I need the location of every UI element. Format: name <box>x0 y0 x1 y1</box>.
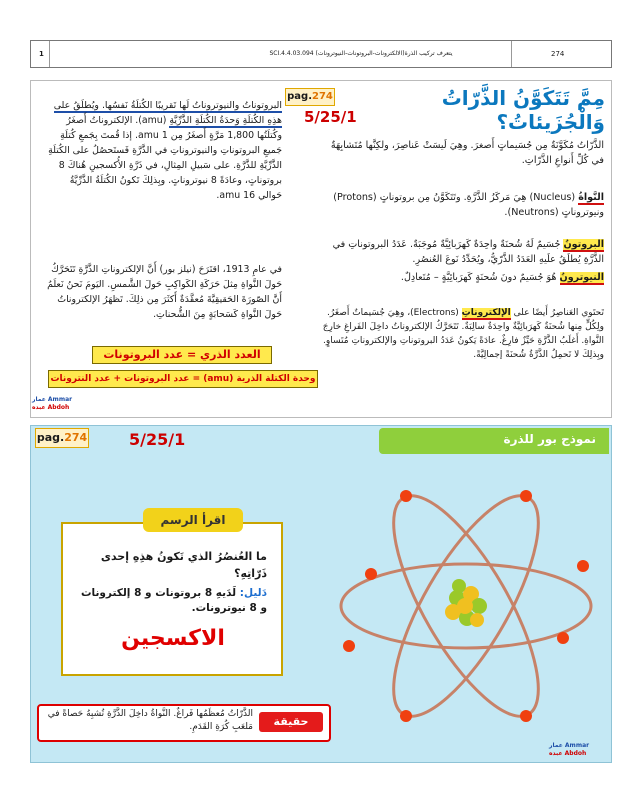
header-strip <box>30 40 612 68</box>
handwritten-date: 5/25/1 <box>304 108 357 126</box>
electron-term: الإلكتروناتِ <box>461 308 511 318</box>
bottom-page <box>30 425 612 763</box>
neutron-paragraph <box>318 270 604 285</box>
electron-text: (Electrons)، وهِيَ جُسَيماتٌ أَصغَرُ. ولِكُلٍّ مِنها شُحنَةٌ كَهرَبائِيَّةٌ واحِدَةٌ سالِبَةٌ. تَتَحَرَّكُ الإلكتروناتُ داخِلَ الفَراغِ خارِجَ النَّواةِ. أَغلَبُ الذَّرَّةِ حَيِّزٌ فارِغٌ. عادَةً يَكونُ عَدَدُ البروتوناتِ والإلكتروناتِ مُتَساوٍ. وبِذلِكَ لا تَحمِلُ الذَّرَّةُ شُحنَةً إجمالِيَّةً. <box>322 308 604 360</box>
electron-paragraph <box>318 306 604 362</box>
nucleus-term: النَّواةُ <box>578 192 604 203</box>
proton-term: البروتونُ <box>563 239 604 250</box>
author-name-1: عمار Ammar <box>32 396 73 403</box>
nucleon <box>452 579 466 593</box>
neutron-text: هُوَ جُسَيمٌ دونَ شُحنَةٍ كَهرَبائِيَّةٍ – مُتَعادِلٌ. <box>400 272 557 283</box>
nucleus-text: (Nucleus) هِيَ مَركَزُ الذَّرَّةِ. وتَتَكَوَّنُ مِن بروتوناتٍ (Protons) ونيوتروناتٍ (Neutrons). <box>333 192 604 219</box>
page-badge-prefix: pag. <box>36 431 65 444</box>
answer-hint <box>71 586 267 616</box>
electron <box>365 568 377 580</box>
header-divider <box>511 41 512 67</box>
page-title: مِمَّ تَتَكَوَّنُ الذَّرّاتُ وَالْجُزَيئاتُ؟ <box>441 86 605 134</box>
nucleon <box>471 598 487 614</box>
equation-atomic-number: العدد الذري = عدد البروتونات <box>92 346 272 364</box>
diagram-title: نموذج بور للذرة <box>503 432 596 446</box>
proton-paragraph <box>318 237 604 268</box>
nucleus <box>445 579 487 627</box>
handwritten-answer: الاكسجين <box>121 626 225 651</box>
author-signature <box>32 396 72 412</box>
handwritten-date: 5/25/1 <box>129 430 186 449</box>
electron <box>520 710 532 722</box>
answer-hint-text: لَدَيهِ 8 بروتونات و 8 إلكترونات و 8 نيوترونات. <box>80 587 267 614</box>
mass-paragraph <box>46 98 282 203</box>
answer-hint-label: دَليل: <box>239 587 267 599</box>
nucleon <box>457 598 473 614</box>
author-name-1: عمار Ammar <box>549 742 590 749</box>
page-badge <box>35 428 89 448</box>
read-diagram-tab: اقرأ الرسم <box>143 508 243 532</box>
electron <box>343 640 355 652</box>
electron <box>557 632 569 644</box>
fact-text: الذَّرّاتُ مُعظَمُها فَراغٌ. النَّواةُ داخِلَ الذَّرَّةِ تُشبِهُ حَصاةً في مَلعَبِ كُرَةِ القَدَمِ. <box>47 709 253 732</box>
header-page-number: 274 <box>551 50 565 58</box>
mass-text-a: البروتوناتُ والنيوتروناتُ لَها تَقريبًا الكُتلَةُ نَفسُها. ويُطلَقُ على هذِهِ الكُتلَةِ وَحدَةُ الكُتلَةِ الذَّرِّيَّةِ <box>53 100 282 126</box>
header-code: SCI.4.4.03.094 يتعرف تركيب الذرة(الالكترونات-البروتونات-النيوترونات) <box>269 50 453 57</box>
electron <box>577 560 589 572</box>
page-badge-prefix: pag. <box>287 91 312 102</box>
nucleon <box>470 613 484 627</box>
electron <box>400 710 412 722</box>
electron-intro: تَحتَوي العَناصِرُ أَيضًا على <box>513 308 604 318</box>
nucleus-paragraph <box>318 190 604 221</box>
bohr-paragraph: في عامِ 1913، اقتَرَحَ (نيلز بور) أَنَّ الإلكتروناتِ الذَّرَّةِ تَتَحَرَّكُ حَولَ النَّواةِ مِثلَ حَرَكَةِ الكَواكِبِ حَولَ الشَّمسِ. اليَومَ نَحنُ نَعلَمُ أَنَّ الصّورَةَ الحَقيقِيَّةَ مُعقَّدَةٌ أَكثَرَ مِن ذلِكَ. تَظهَرُ الإلكتروناتُ حَولَ النَّواةِ كَسَحابَةٍ مِنَ الشُّحناتِ. <box>47 264 282 320</box>
page-badge <box>285 88 335 106</box>
neutron-term: النيوترونُ <box>559 272 604 283</box>
question-text: ما العُنصُرُ الذي تَكونُ هذِهِ إحدى ذَرّاتِهِ؟ <box>100 550 267 580</box>
page-badge-number: 274 <box>312 91 333 102</box>
page-badge-number: 274 <box>64 431 88 444</box>
electron <box>520 490 532 502</box>
fact-tag: حقيقة <box>259 712 323 732</box>
bohr-atom-diagram <box>331 456 601 756</box>
header-divider <box>49 41 50 67</box>
proton-text: جُسَيمٌ لَهُ شُحنَةٌ واحِدَةٌ كَهرَبائِيَّةٌ مُوجَبَةٌ. عَدَدُ البروتوناتِ في الذَّرَّةِ يُطلَقُ علَيهِ العَدَدُ الذَّرّيُّ، ويُحَدِّدُ نَوعَ العُنصُرِ. <box>332 239 604 266</box>
header-page-index: 1 <box>39 50 44 58</box>
author-name-2: عبده Abdoh <box>32 404 70 411</box>
intro-paragraph: الذَّرّاتُ مُكَوَّنَةٌ مِن جُسَيماتٍ أَصغرَ. وهِيَ لَيسَتْ عَناصِرَ، ولكِنَّها مُتَشابِهَةٌ في كُلِّ أَنواعِ الذَّرّاتِ. <box>330 140 604 167</box>
author-name-2: عبده Abdoh <box>549 750 587 757</box>
electron <box>400 490 412 502</box>
mass-text-b: (amu). الإلكتروناتُ أَصغَرُ وكُتلَتُها 1,800 مَرَّةٍ أَصغَرُ مِن 1 amu. إذا قُمتَ بِجَمعِ كُتلَةِ جَميعِ البروتوناتِ والنيوتروناتِ في الذَّرَّةِ فَستَحصُلُ على الكُتلَةِ الذَّرِّيَّةِ للذَّرَّةِ. على سَبيلِ المِثالِ، في ذَرَّةِ الأُكسجينِ هُناكَ 8 بروتوناتٍ، وعادَةً 8 نيوتروناتٍ. وبِذلِكَ تَكونُ الكُتلَةُ الذَّرِّيَّةُ حَوالي 16 amu. <box>48 115 282 201</box>
equation-atomic-mass: وحدة الكتلة الذرية (amu) = عدد البروتونات + عدد النترونات <box>48 370 318 388</box>
